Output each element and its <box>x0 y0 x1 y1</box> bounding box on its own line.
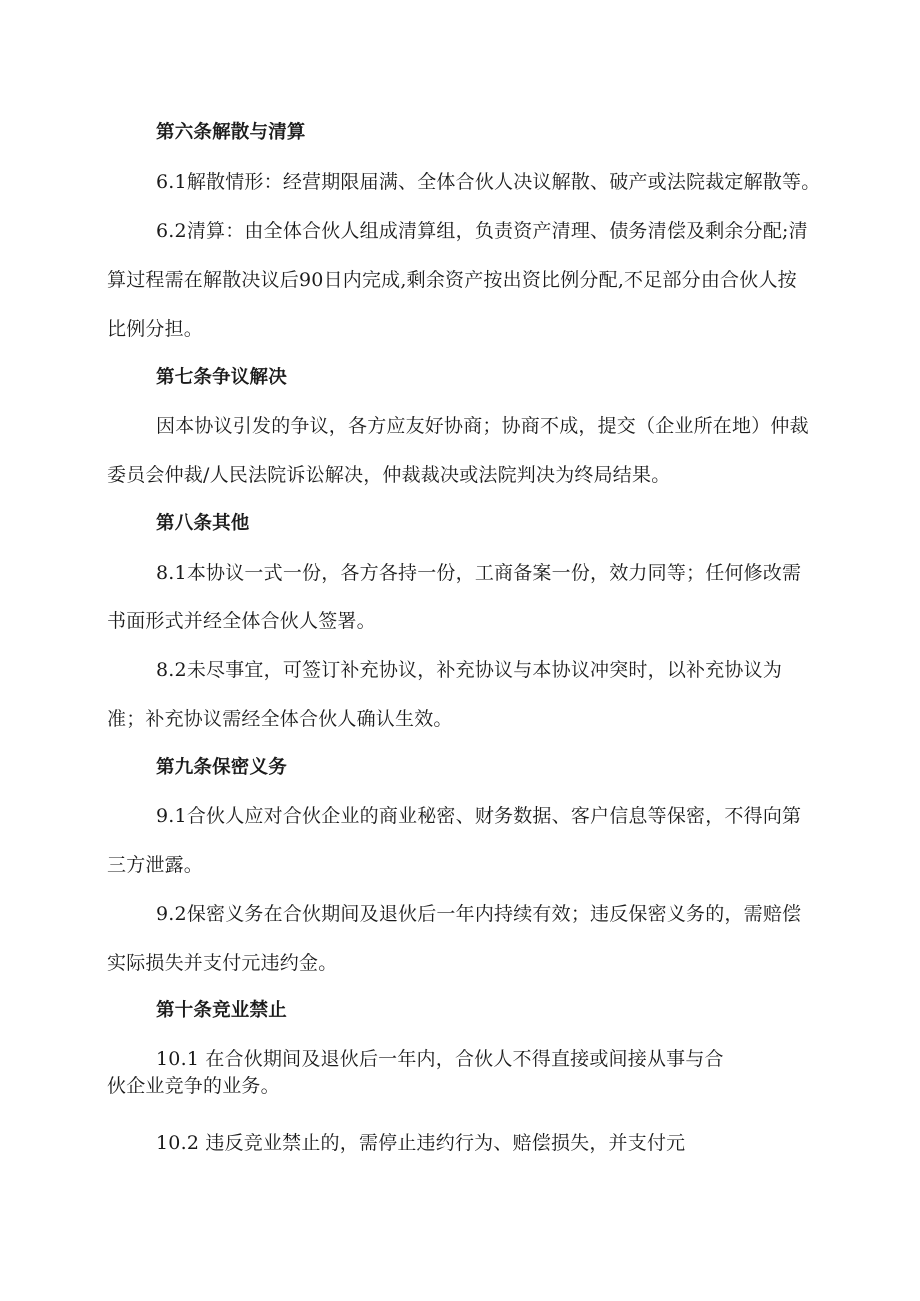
clause-6-2-line-3: 比例分担。 <box>107 318 204 340</box>
clause-9-1-line-1: 9.1合伙人应对合伙企业的商业秘密、财务数据、客户信息等保密，不得向第 <box>156 805 802 827</box>
clause-6-1-line-1: 6.1解散情形：经营期限届满、全体合伙人决议解散、破产或法院裁定解散等。 <box>156 171 821 193</box>
clause-8-1-line-2: 书面形式并经全体合伙人签署。 <box>107 610 376 632</box>
clause-10-1-line-1: 10.1 在合伙期间及退伙后一年内，合伙人不得直接或间接从事与合 <box>156 1048 724 1070</box>
clause-9-2-line-2: 实际损失并支付元违约金。 <box>107 952 338 974</box>
clause-9-2-line-1: 9.2保密义务在合伙期间及退伙后一年内持续有效；违反保密义务的，需赔偿 <box>156 903 802 925</box>
clause-7-line-2: 委员会仲裁/人民法院诉讼解决，仲裁裁决或法院判决为终局结果。 <box>107 464 671 486</box>
clause-10-1-line-2: 伙企业竞争的业务。 <box>107 1075 280 1097</box>
clause-6-2-line-2: 算过程需在解散决议后90日内完成,剩余资产按出资比例分配,不足部分由合伙人按 <box>107 269 797 291</box>
section-heading-10: 第十条竞业禁止 <box>156 1000 287 1021</box>
clause-7-line-1: 因本协议引发的争议，各方应友好协商；协商不成，提交（企业所在地）仲裁 <box>156 415 809 437</box>
clause-8-2-line-2: 准；补充协议需经全体合伙人确认生效。 <box>107 708 453 730</box>
section-heading-8: 第八条其他 <box>156 513 250 534</box>
section-heading-7: 第七条争议解决 <box>156 367 287 388</box>
clause-6-2-line-1: 6.2清算：由全体合伙人组成清算组，负责资产清理、债务清偿及剩余分配;清 <box>156 220 808 242</box>
clause-8-2-line-1: 8.2未尽事宜，可签订补充协议，补充协议与本协议冲突时，以补充协议为 <box>156 659 783 681</box>
clause-9-1-line-2: 三方泄露。 <box>107 854 204 876</box>
section-heading-9: 第九条保密义务 <box>156 757 287 778</box>
clause-8-1-line-1: 8.1本协议一式一份，各方各持一份，工商备案一份，效力同等；任何修改需 <box>156 562 802 584</box>
clause-10-2-line-1: 10.2 违反竞业禁止的，需停止违约行为、赔偿损失，并支付元 <box>156 1132 686 1154</box>
section-heading-6: 第六条解散与清算 <box>156 122 306 143</box>
